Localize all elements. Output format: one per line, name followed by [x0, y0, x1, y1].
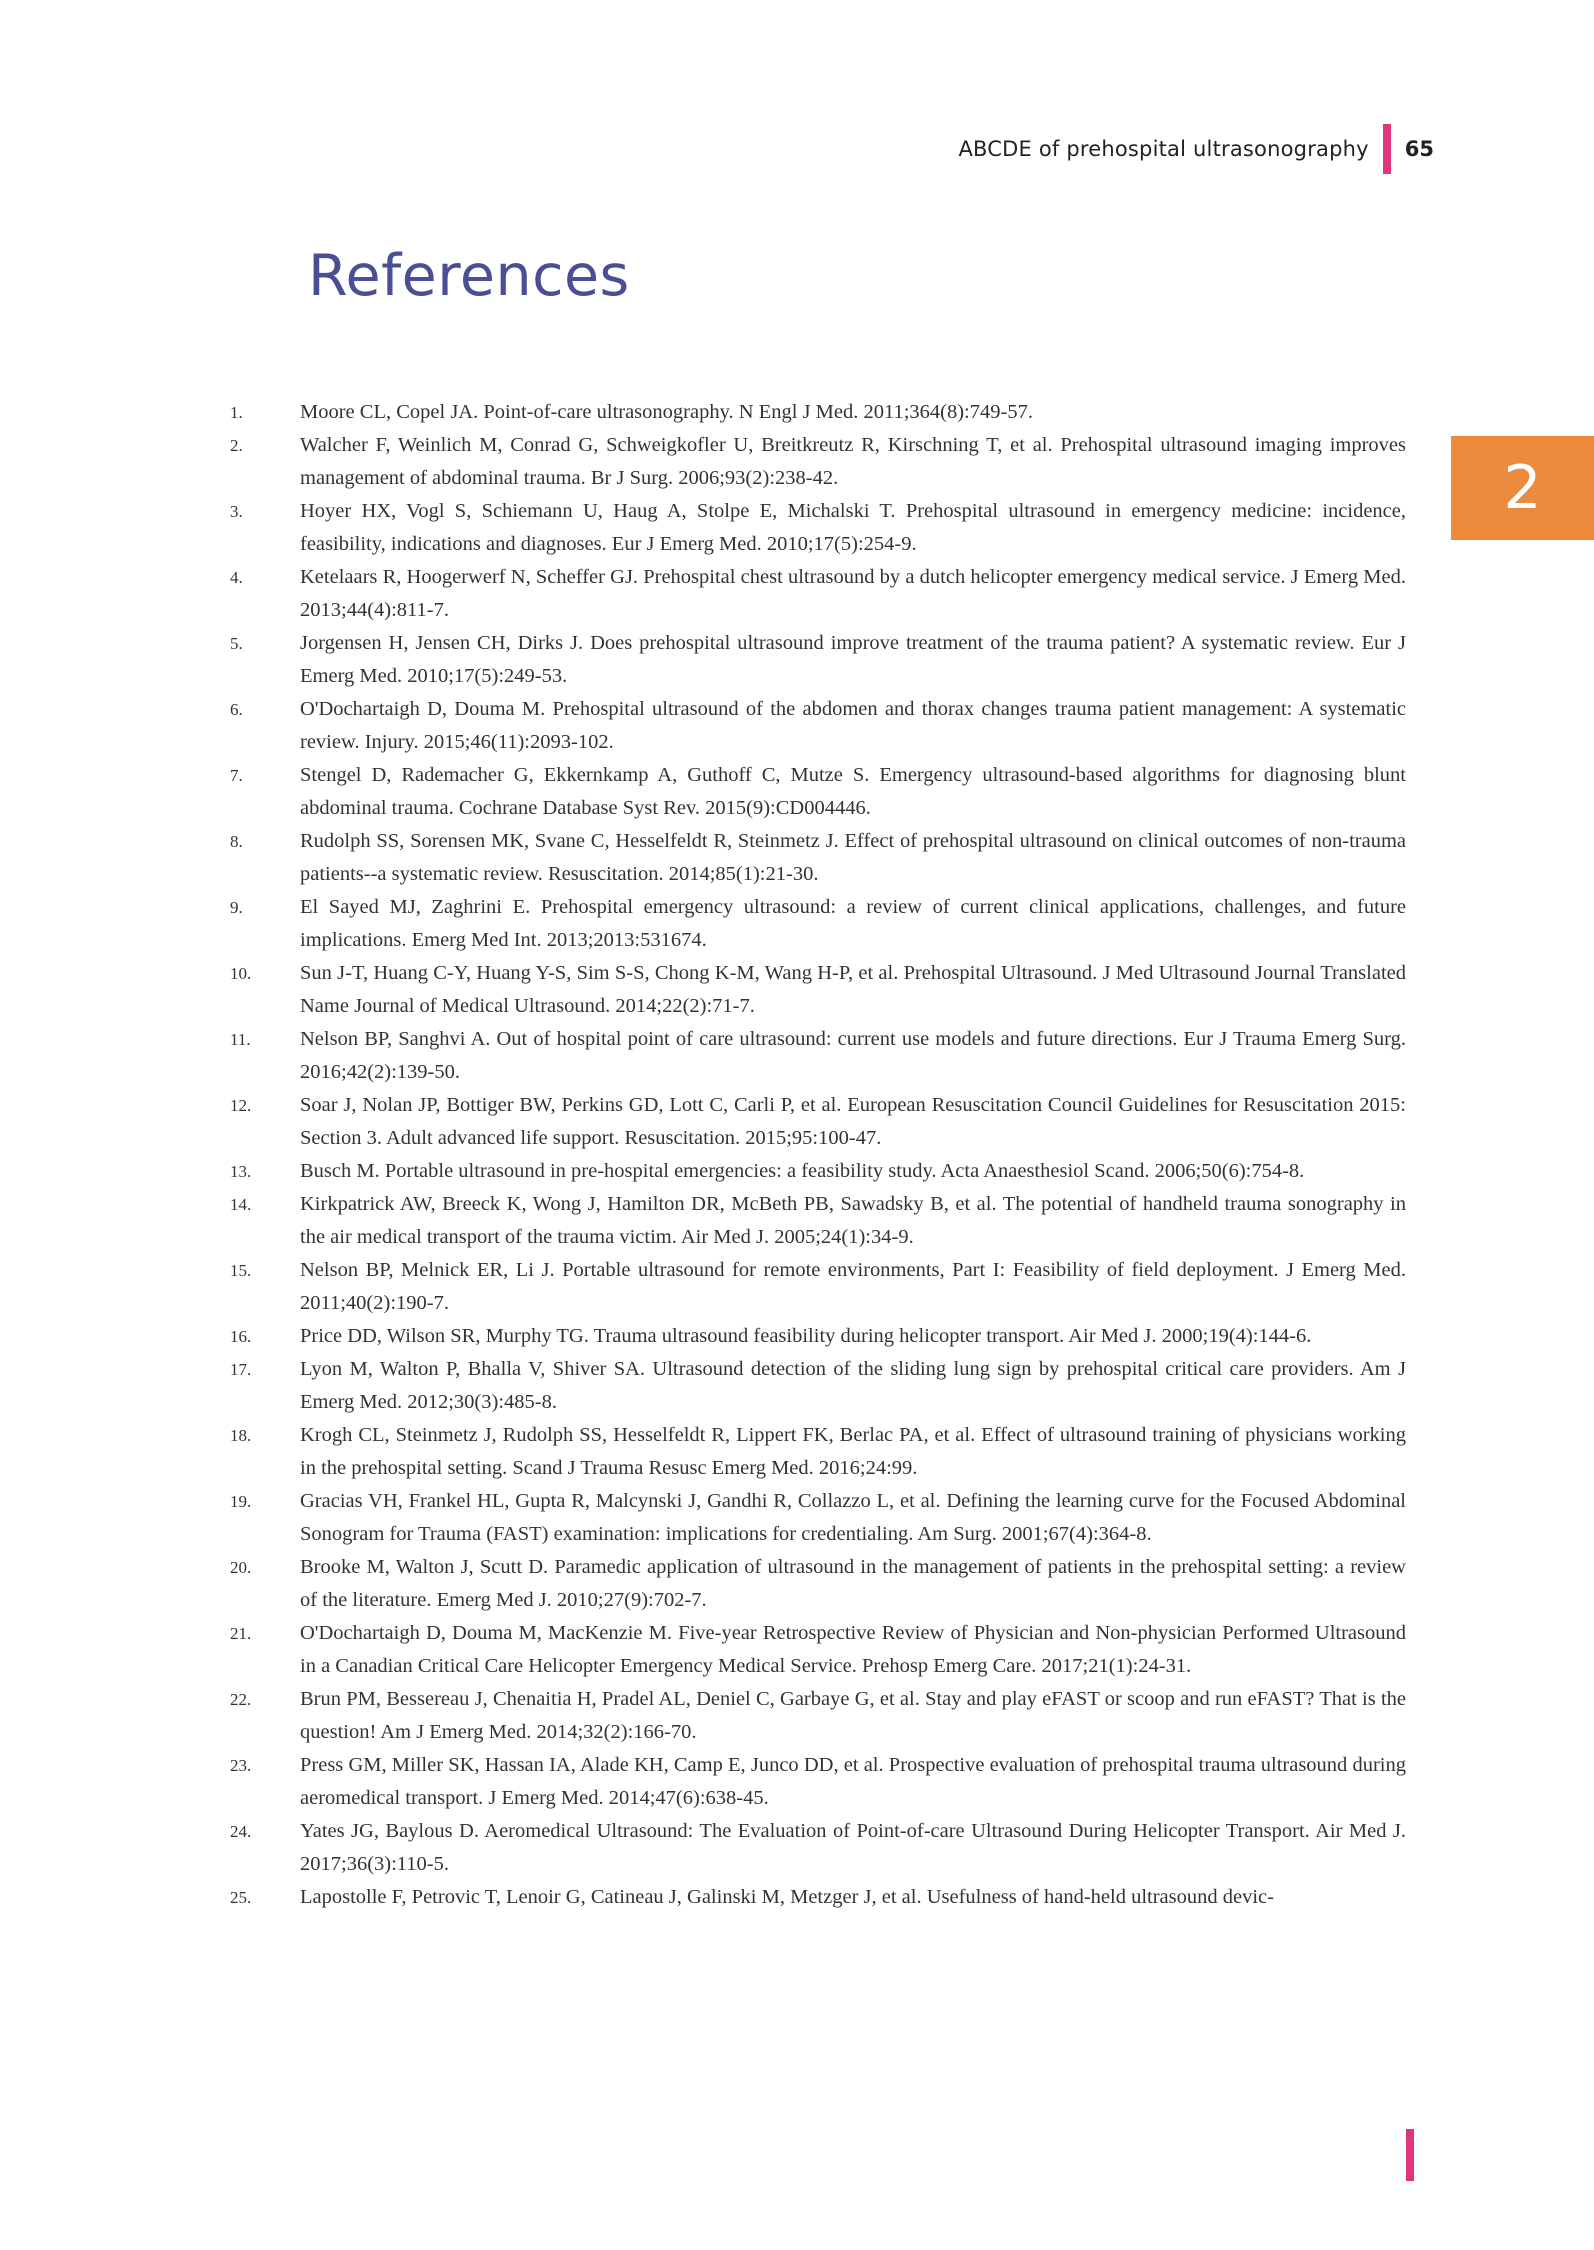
- header-divider-bar: [1383, 124, 1391, 174]
- reference-text: Nelson BP, Sanghvi A. Out of hospital point of care ultrasound: current use models and future directions. Eur J Trauma Emerg Surg. 2016;42(2):139-50.: [300, 1028, 1406, 1083]
- reference-text: Hoyer HX, Vogl S, Schiemann U, Haug A, Stolpe E, Michalski T. Prehospital ultrasound in emergency medicine: incidence, feasibility, indications and diagnoses. Eur J Emerg Med. 2010;17(5):254-9.: [300, 500, 1406, 555]
- reference-item: [230, 1617, 1406, 1683]
- running-title: ABCDE of prehospital ultrasonography: [958, 137, 1369, 161]
- reference-text: Brun PM, Bessereau J, Chenaitia H, Pradel AL, Deniel C, Garbaye G, et al. Stay and play eFAST or scoop and run eFAST? That is the question! Am J Emerg Med. 2014;32(2):166-70.: [300, 1688, 1406, 1743]
- reference-number: 3.: [230, 502, 243, 521]
- reference-text: Stengel D, Rademacher G, Ekkernkamp A, Guthoff C, Mutze S. Emergency ultrasound-based algorithms for diagnosing blunt abdominal trauma. Cochrane Database Syst Rev. 2015(9):CD004446.: [300, 764, 1406, 819]
- reference-item: [230, 1419, 1406, 1485]
- reference-number: 7.: [230, 766, 243, 785]
- reference-item: [230, 759, 1406, 825]
- chapter-tab: [1451, 436, 1594, 540]
- running-header: [958, 124, 1434, 174]
- reference-number: 5.: [230, 634, 243, 653]
- reference-text: Lapostolle F, Petrovic T, Lenoir G, Catineau J, Galinski M, Metzger J, et al. Usefulness of hand-held ultrasound devic-: [300, 1886, 1274, 1908]
- reference-number: 20.: [230, 1558, 252, 1577]
- reference-item: [230, 627, 1406, 693]
- reference-item: [230, 1188, 1406, 1254]
- reference-item: [230, 1254, 1406, 1320]
- reference-text: Kirkpatrick AW, Breeck K, Wong J, Hamilton DR, McBeth PB, Sawadsky B, et al. The potential of handheld trauma sonography in the air medical transport of the trauma victim. Air Med J. 2005;24(1):34-9.: [300, 1193, 1406, 1248]
- reference-text: Nelson BP, Melnick ER, Li J. Portable ultrasound for remote environments, Part I: Feasibility of field deployment. J Emerg Med. 2011;40(2):190-7.: [300, 1259, 1406, 1314]
- reference-number: 22.: [230, 1690, 252, 1709]
- reference-number: 11.: [230, 1030, 251, 1049]
- reference-number: 24.: [230, 1822, 252, 1841]
- reference-list: [230, 396, 1406, 1914]
- reference-number: 25.: [230, 1888, 252, 1907]
- reference-item: [230, 1551, 1406, 1617]
- reference-number: 23.: [230, 1756, 252, 1775]
- reference-item: [230, 1353, 1406, 1419]
- reference-item: [230, 396, 1406, 429]
- page-number: 65: [1404, 137, 1434, 161]
- reference-item: [230, 825, 1406, 891]
- reference-item: [230, 429, 1406, 495]
- reference-item: [230, 1815, 1406, 1881]
- reference-number: 10.: [230, 964, 252, 983]
- reference-text: Soar J, Nolan JP, Bottiger BW, Perkins GD, Lott C, Carli P, et al. European Resuscitation Council Guidelines for Resuscitation 2015: Section 3. Adult advanced life support. Resuscitation. 2015;95:100-47.: [300, 1094, 1406, 1149]
- reference-number: 14.: [230, 1195, 252, 1214]
- reference-text: Ketelaars R, Hoogerwerf N, Scheffer GJ. Prehospital chest ultrasound by a dutch helicopter emergency medical service. J Emerg Med. 2013;44(4):811-7.: [300, 566, 1406, 621]
- reference-number: 4.: [230, 568, 243, 587]
- reference-text: Busch M. Portable ultrasound in pre-hospital emergencies: a feasibility study. Acta Anaesthesiol Scand. 2006;50(6):754-8.: [300, 1160, 1305, 1182]
- reference-number: 21.: [230, 1624, 252, 1643]
- reference-number: 6.: [230, 700, 243, 719]
- reference-item: [230, 693, 1406, 759]
- reference-text: Krogh CL, Steinmetz J, Rudolph SS, Hesselfeldt R, Lippert FK, Berlac PA, et al. Effect of ultrasound training of physicians working in the prehospital setting. Scand J Trauma Resusc Emerg Med. 2016;24:99.: [300, 1424, 1406, 1479]
- reference-item: [230, 1155, 1406, 1188]
- reference-item: [230, 495, 1406, 561]
- reference-item: [230, 1089, 1406, 1155]
- reference-text: O'Dochartaigh D, Douma M. Prehospital ultrasound of the abdomen and thorax changes trauma patient management: A systematic review. Injury. 2015;46(11):2093-102.: [300, 698, 1406, 753]
- reference-item: [230, 891, 1406, 957]
- reference-text: Gracias VH, Frankel HL, Gupta R, Malcynski J, Gandhi R, Collazzo L, et al. Defining the learning curve for the Focused Abdominal Sonogram for Trauma (FAST) examination: implications for credentialing. Am Surg. 2001;67(4):364-8.: [300, 1490, 1406, 1545]
- reference-item: [230, 1683, 1406, 1749]
- reference-item: [230, 957, 1406, 1023]
- reference-number: 8.: [230, 832, 243, 851]
- reference-item: [230, 1881, 1406, 1914]
- reference-text: Brooke M, Walton J, Scutt D. Paramedic application of ultrasound in the management of patients in the prehospital setting: a review of the literature. Emerg Med J. 2010;27(9):702-7.: [300, 1556, 1406, 1611]
- reference-number: 13.: [230, 1162, 252, 1181]
- reference-text: Price DD, Wilson SR, Murphy TG. Trauma ultrasound feasibility during helicopter transport. Air Med J. 2000;19(4):144-6.: [300, 1325, 1312, 1347]
- reference-text: Press GM, Miller SK, Hassan IA, Alade KH, Camp E, Junco DD, et al. Prospective evaluation of prehospital trauma ultrasound during aeromedical transport. J Emerg Med. 2014;47(6):638-45.: [300, 1754, 1406, 1809]
- reference-number: 18.: [230, 1426, 252, 1445]
- reference-text: Rudolph SS, Sorensen MK, Svane C, Hesselfeldt R, Steinmetz J. Effect of prehospital ultrasound on clinical outcomes of non-trauma patients--a systematic review. Resuscitation. 2014;85(1):21-30.: [300, 830, 1406, 885]
- reference-item: [230, 1320, 1406, 1353]
- reference-number: 9.: [230, 898, 243, 917]
- reference-text: Moore CL, Copel JA. Point-of-care ultrasonography. N Engl J Med. 2011;364(8):749-57.: [300, 401, 1033, 423]
- reference-item: [230, 561, 1406, 627]
- reference-text: Sun J-T, Huang C-Y, Huang Y-S, Sim S-S, Chong K-M, Wang H-P, et al. Prehospital Ultrasound. J Med Ultrasound Journal Translated Name Journal of Medical Ultrasound. 2014;22(2):71-7.: [300, 962, 1406, 1017]
- reference-item: [230, 1749, 1406, 1815]
- reference-number: 17.: [230, 1360, 252, 1379]
- reference-number: 19.: [230, 1492, 252, 1511]
- reference-text: Jorgensen H, Jensen CH, Dirks J. Does prehospital ultrasound improve treatment of the trauma patient? A systematic review. Eur J Emerg Med. 2010;17(5):249-53.: [300, 632, 1406, 687]
- section-title: References: [308, 243, 630, 309]
- reference-text: Walcher F, Weinlich M, Conrad G, Schweigkofler U, Breitkreutz R, Kirschning T, et al. Prehospital ultrasound imaging improves management of abdominal trauma. Br J Surg. 2006;93(2):238-42.: [300, 434, 1406, 489]
- reference-item: [230, 1485, 1406, 1551]
- reference-number: 12.: [230, 1096, 252, 1115]
- reference-item: [230, 1023, 1406, 1089]
- reference-number: 15.: [230, 1261, 252, 1280]
- reference-number: 1.: [230, 403, 243, 422]
- footer-accent-bar: [1406, 2129, 1414, 2181]
- reference-text: El Sayed MJ, Zaghrini E. Prehospital emergency ultrasound: a review of current clinical applications, challenges, and future implications. Emerg Med Int. 2013;2013:531674.: [300, 896, 1406, 951]
- chapter-number: 2: [1503, 453, 1542, 523]
- reference-number: 2.: [230, 436, 243, 455]
- reference-text: Lyon M, Walton P, Bhalla V, Shiver SA. Ultrasound detection of the sliding lung sign by prehospital critical care providers. Am J Emerg Med. 2012;30(3):485-8.: [300, 1358, 1406, 1413]
- reference-text: O'Dochartaigh D, Douma M, MacKenzie M. Five-year Retrospective Review of Physician and Non-physician Performed Ultrasound in a Canadian Critical Care Helicopter Emergency Medical Service. Prehosp Emerg Care. 2017;21(1):24-31.: [300, 1622, 1406, 1677]
- reference-text: Yates JG, Baylous D. Aeromedical Ultrasound: The Evaluation of Point-of-care Ultrasound During Helicopter Transport. Air Med J. 2017;36(3):110-5.: [300, 1820, 1406, 1875]
- reference-number: 16.: [230, 1327, 252, 1346]
